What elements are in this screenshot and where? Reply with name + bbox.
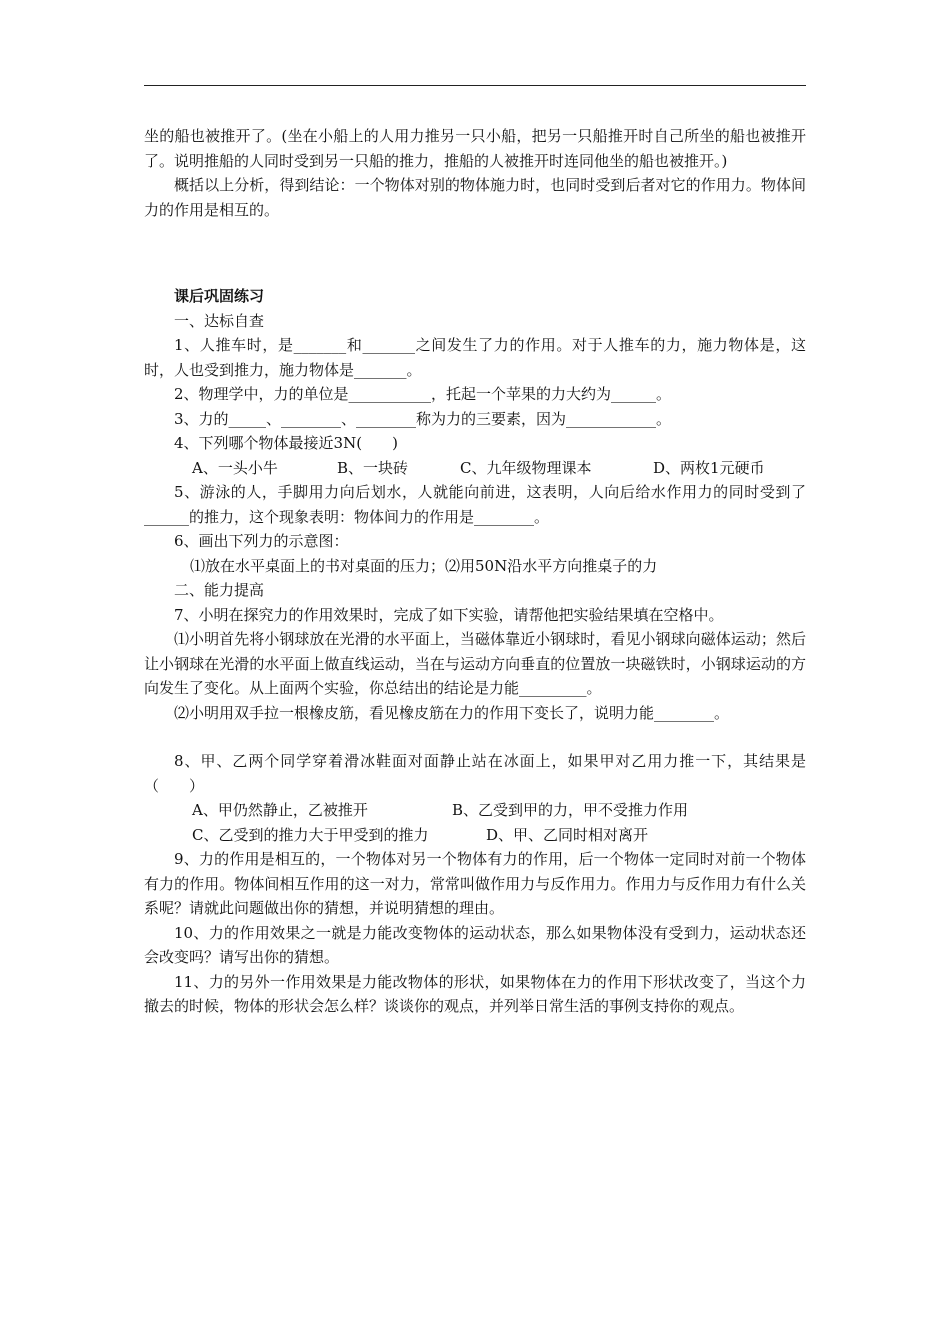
question-2: 2、物理学中，力的单位是___________，托起一个苹果的力大约为______。 bbox=[174, 385, 672, 403]
option-a: A、甲仍然静止，乙被推开 bbox=[192, 801, 368, 819]
question-6: 6、画出下列力的示意图： bbox=[174, 532, 349, 550]
question-4-options bbox=[144, 456, 806, 481]
question-6-sub: ⑴放在水平桌面上的书对桌面的压力；⑵用50N沿水平方向推桌子的力 bbox=[190, 556, 658, 575]
question-1: 1、人推车时，是_______和_______之间发生了力的作用。对于人推车的力，施力物体是，这时，人也受到推力，施力物体是_______。 bbox=[144, 336, 806, 379]
question-9: 9、力的作用是相互的，一个物体对另一个物体有力的作用，后一个物体一定同时对前一个物体有力的作用。物体间相互作用的这一对力，常常叫做作用力与反作用力。作用力与反作用力有什么关系呢？请就此问题做出你的猜想，并说明猜想的理由。 bbox=[144, 850, 806, 917]
question-11: 11、力的另外一作用效果是力能改物体的形状，如果物体在力的作用下形状改变了，当这个力撤去的时候，物体的形状会怎么样？谈谈你的观点，并列举日常生活的事例支持你的观点。 bbox=[144, 972, 806, 1015]
part-heading-1: 一、达标自查 bbox=[174, 311, 265, 330]
question-7-sub-2: ⑵小明用双手拉一根橡皮筋，看见橡皮筋在力的作用下变长了，说明力能________。 bbox=[174, 703, 730, 722]
intro-paragraph-1: 坐的船也被推开了。(坐在小船上的人用力推另一只小船，把另一只船推开时自己所坐的船也被推开了。说明推船的人同时受到另一只船的推力，推船的人被推开时连同他坐的船也被推开。) bbox=[144, 127, 806, 170]
option-b: B、一块砖 bbox=[337, 458, 409, 477]
question-7: 7、小明在探究力的作用效果时，完成了如下实验，请帮他把实验结果填在空格中。 bbox=[174, 605, 724, 624]
spacer bbox=[144, 725, 806, 749]
option-d: D、甲、乙同时相对离开 bbox=[486, 825, 649, 844]
header-rule bbox=[144, 85, 806, 86]
question-4: 4、下列哪个物体最接近3N( ) bbox=[174, 434, 398, 452]
option-b: B、乙受到甲的力，甲不受推力作用 bbox=[452, 801, 689, 819]
option-a: A、一头小牛 bbox=[192, 458, 278, 477]
question-5: 5、游泳的人，手脚用力向后划水，人就能向前进，这表明，人向后给水作用力的同时受到了______的推力，这个现象表明：物体间力的作用是________。 bbox=[144, 483, 806, 526]
question-10: 10、力的作用效果之一就是力能改变物体的运动状态，那么如果物体没有受到力，运动状态还会改变吗？请写出你的猜想。 bbox=[144, 923, 806, 966]
section-title: 课后巩固练习 bbox=[174, 287, 265, 305]
intro-paragraph-2: 概括以上分析，得到结论：一个物体对别的物体施力时，也同时受到后者对它的作用力。物体间力的作用是相互的。 bbox=[144, 176, 806, 219]
part-heading-2: 二、能力提高 bbox=[174, 581, 265, 599]
question-7-sub-1: ⑴小明首先将小钢球放在光滑的水平面上，当磁体靠近小钢球时，看见小钢球向磁体运动；然后让小钢球在光滑的水平面上做直线运动，当在与运动方向垂直的位置放一块磁铁时，小钢球运动的方向发生了变化。从上面两个实验，你总结出的结论是力能_________。 bbox=[144, 630, 806, 697]
document-body bbox=[144, 124, 806, 1019]
spacer bbox=[144, 222, 806, 284]
option-c: C、九年级物理课本 bbox=[460, 458, 592, 477]
question-8: 8、甲、乙两个同学穿着滑冰鞋面对面静止站在冰面上，如果甲对乙用力推一下，其结果是（ ） bbox=[144, 752, 806, 795]
option-c: C、乙受到的推力大于甲受到的推力 bbox=[192, 825, 429, 844]
question-8-options-row-2 bbox=[144, 823, 806, 848]
question-8-options-row-1 bbox=[144, 798, 806, 823]
question-3: 3、力的_____、________、________称为力的三要素，因为____________。 bbox=[174, 409, 672, 428]
option-d: D、两枚1元硬币 bbox=[653, 458, 765, 477]
